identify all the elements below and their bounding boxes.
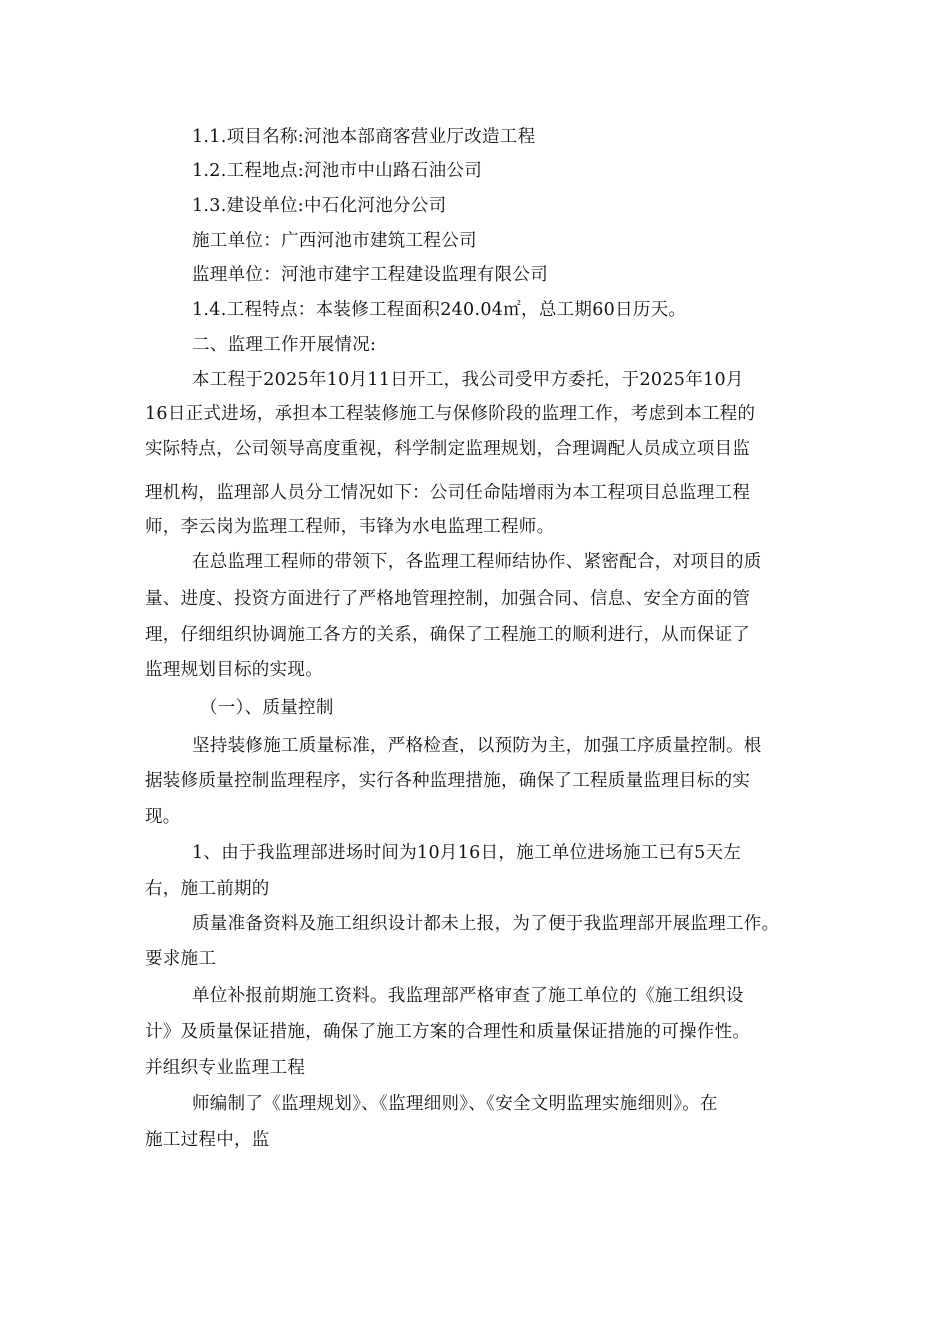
construction-unit-line: 施工单位：广西河池市建筑工程公司 [192,231,477,251]
section-heading-2: 二、监理工作开展情况: [192,335,377,355]
paragraph-line: 并组织专业监理工程 [145,1058,306,1078]
owner-unit-line: 1.3.建设单位:中石化河池分公司 [192,196,447,216]
paragraph-line: 本工程于2025年10月11日开工，我公司受甲方委托，于2025年10月 [192,370,744,390]
paragraph-line: 单位补报前期施工资料。我监理部严格审查了施工单位的《施工组织设 [192,986,744,1006]
paragraph-line: 实际特点，公司领导高度重视，科学制定监理规划，合理调配人员成立项目监 [145,439,751,459]
paragraph-line: 1、由于我监理部进场时间为10月16日，施工单位进场施工已有5天左 [192,843,742,863]
paragraph-line: 要求施工 [145,949,217,969]
paragraph-line: 监理规划目标的实现。 [145,660,323,680]
paragraph-line: 计》及质量保证措施，确保了施工方案的合理性和质量保证措施的可操作性。 [145,1022,751,1042]
paragraph-line: 施工过程中，监 [145,1130,270,1150]
paragraph-line: 坚持装修施工质量标准，严格检查，以预防为主，加强工序质量控制。根 [192,736,762,756]
project-features-line: 1.4.工程特点：本装修工程面积240.04㎡，总工期60日历天。 [192,300,687,320]
paragraph-line: 师，李云岗为监理工程师，韦锋为水电监理工程师。 [145,517,555,537]
paragraph-line: 据装修质量控制监理程序，实行各种监理措施，确保了工程质量监理目标的实 [145,771,751,791]
supervision-unit-line: 监理单位：河池市建宇工程建设监理有限公司 [192,265,548,285]
paragraph-line: 16日正式进场，承担本工程装修施工与保修阶段的监理工作，考虑到本工程的 [145,404,756,424]
paragraph-line: 师编制了《监理规划》、《监理细则》、《安全文明监理实施细则》。在 [192,1094,718,1114]
subsection-heading-quality: （一）、质量控制 [200,698,334,718]
paragraph-line: 在总监理工程师的带领下，各监理工程师结协作、紧密配合，对项目的质 [192,552,762,572]
paragraph-line: 质量准备资料及施工组织设计都未上报，为了便于我监理部开展监理工作。 [192,914,780,934]
paragraph-line: 理机构，监理部人员分工情况如下：公司任命陆增雨为本工程项目总监理工程 [145,483,751,503]
paragraph-line: 量、进度、投资方面进行了严格地管理控制，加强合同、信息、安全方面的管 [145,589,751,609]
paragraph-line: 理，仔细组织协调施工各方的关系，确保了工程施工的顺利进行，从而保证了 [145,625,751,645]
paragraph-line: 现。 [145,807,181,827]
paragraph-line: 右，施工前期的 [145,879,270,899]
project-location-line: 1.2.工程地点:河池市中山路石油公司 [192,161,482,181]
project-name-line: 1.1.项目名称:河池本部商客营业厅改造工程 [192,127,536,147]
